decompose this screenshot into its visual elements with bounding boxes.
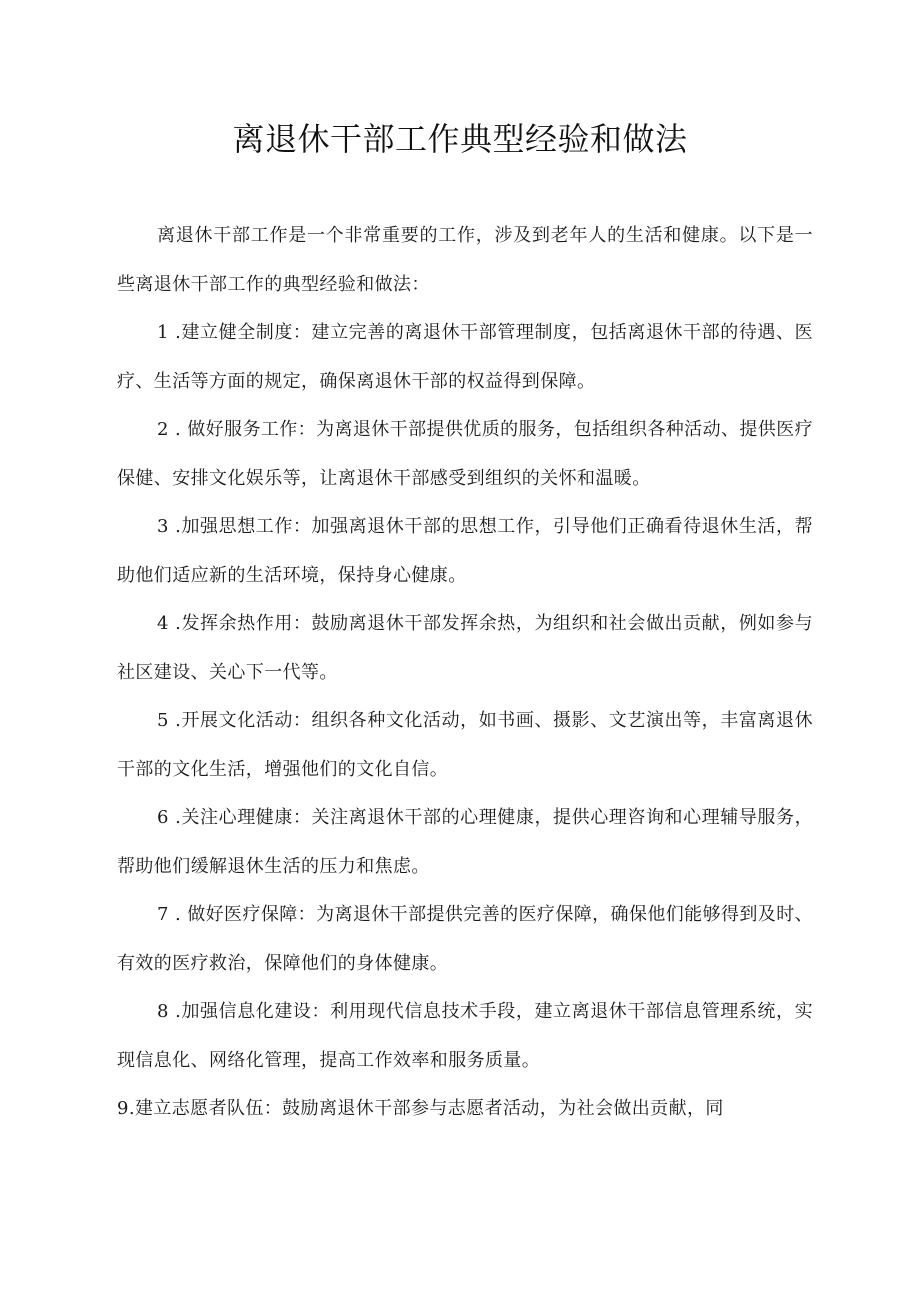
item-text: 加强思想工作：加强离退休干部的思想工作，引导他们正确看待退休生活，帮助他们适应新的生活环境，保持身心健康。 bbox=[117, 516, 813, 586]
item-text: 做好医疗保障：为离退休干部提供完善的医疗保障，确保他们能够得到及时、有效的医疗救治，保障他们的身体健康。 bbox=[117, 904, 813, 974]
list-item bbox=[117, 988, 813, 1085]
item-number: 5 . bbox=[157, 710, 182, 731]
item-text: 关注心理健康：关注离退休干部的心理健康，提供心理咨询和心理辅导服务，帮助他们缓解退休生活的压力和焦虑。 bbox=[117, 807, 813, 877]
document-title: 离退休干部工作典型经验和做法 bbox=[232, 120, 688, 158]
item-number: 6 . bbox=[157, 807, 182, 828]
item-text: 做好服务工作：为离退休干部提供优质的服务，包括组织各种活动、提供医疗保健、安排文化娱乐等，让离退休干部感受到组织的关怀和温暖。 bbox=[117, 419, 813, 489]
list-item bbox=[117, 697, 813, 794]
item-text: 建立健全制度：建立完善的离退休干部管理制度，包括离退休干部的待遇、医疗、生活等方面的规定，确保离退休干部的权益得到保障。 bbox=[117, 322, 813, 392]
item-number: 1 . bbox=[157, 322, 182, 343]
item-text: 发挥余热作用：鼓励离退休干部发挥余热，为组织和社会做出贡献，例如参与社区建设、关心下一代等。 bbox=[117, 613, 813, 683]
list-item bbox=[117, 794, 813, 891]
document-body bbox=[117, 212, 813, 1134]
list-item bbox=[117, 1085, 813, 1134]
item-number: 7 . bbox=[157, 904, 188, 925]
list-item bbox=[117, 503, 813, 600]
list-item bbox=[117, 600, 813, 697]
item-text: 开展文化活动：组织各种文化活动，如书画、摄影、文艺演出等，丰富离退休干部的文化生活，增强他们的文化自信。 bbox=[117, 710, 813, 780]
list-item bbox=[117, 406, 813, 503]
item-number: 3 . bbox=[157, 516, 182, 537]
item-number: 4 . bbox=[157, 613, 182, 634]
intro-paragraph: 离退休干部工作是一个非常重要的工作，涉及到老年人的生活和健康。以下是一些离退休干部工作的典型经验和做法： bbox=[117, 225, 813, 295]
list-item bbox=[117, 891, 813, 988]
item-text: 加强信息化建设：利用现代信息技术手段，建立离退休干部信息管理系统，实现信息化、网络化管理，提高工作效率和服务质量。 bbox=[117, 1001, 813, 1071]
item-number: 8 . bbox=[157, 1001, 182, 1022]
list-item bbox=[117, 309, 813, 406]
item-number: 2 . bbox=[157, 419, 188, 440]
item-number: 9. bbox=[117, 1098, 135, 1119]
item-text: 建立志愿者队伍：鼓励离退休干部参与志愿者活动，为社会做出贡献，同 bbox=[134, 1098, 724, 1119]
